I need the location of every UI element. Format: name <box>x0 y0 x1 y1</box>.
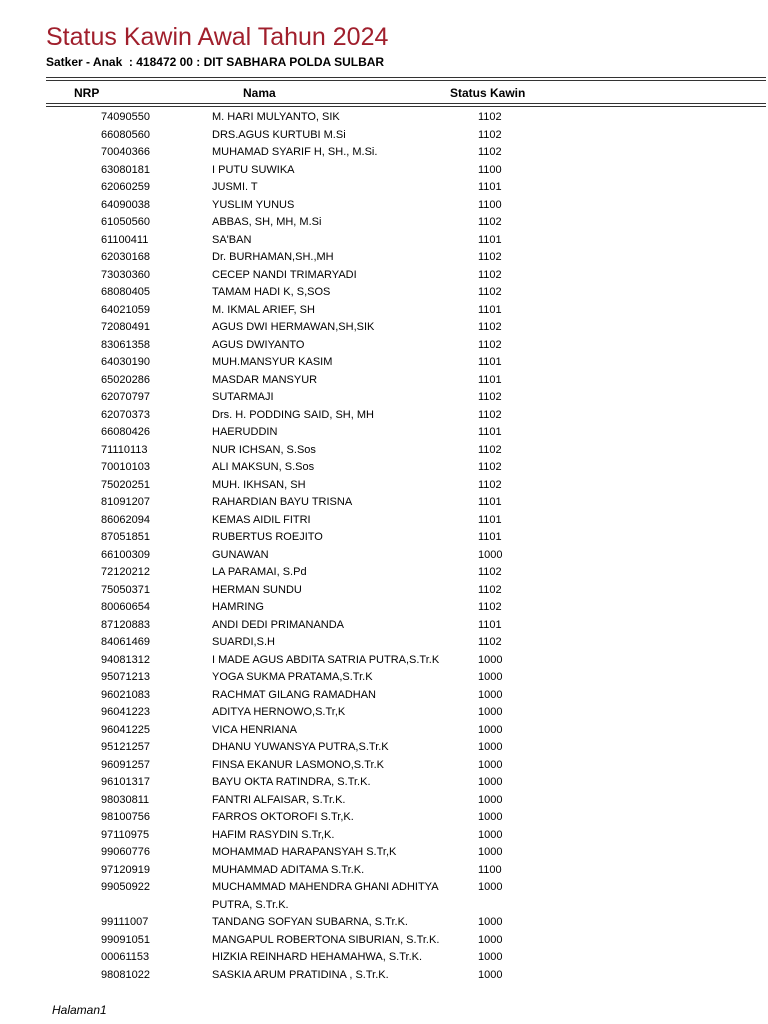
cell-nrp: 99060776 <box>101 846 150 858</box>
cell-status-kawin: 1000 <box>478 881 503 893</box>
cell-nrp: 97110975 <box>101 828 150 841</box>
table-row <box>0 879 768 914</box>
cell-nama: HERMAN SUNDU <box>212 583 302 596</box>
cell-nrp: 71110113 <box>101 443 148 456</box>
cell-nama: YOGA SUKMA PRATAMA,S.Tr.K <box>212 671 373 683</box>
cell-status-kawin: 1100 <box>478 163 502 176</box>
cell-nama: HAMRING <box>212 601 264 613</box>
cell-nama: FINSA EKANUR LASMONO,S.Tr.K <box>212 758 384 771</box>
cell-status-kawin: 1102 <box>478 391 502 403</box>
cell-status-kawin: 1000 <box>478 653 503 666</box>
cell-status-kawin: 1102 <box>478 601 502 613</box>
cell-nrp: 96041225 <box>101 723 150 736</box>
table-row <box>0 757 768 775</box>
cell-status-kawin: 1000 <box>478 951 503 963</box>
table-row <box>0 617 768 635</box>
cell-nrp: 86062094 <box>101 513 150 526</box>
cell-nama: I MADE AGUS ABDITA SATRIA PUTRA,S.Tr.K <box>212 653 440 666</box>
cell-nama: I PUTU SUWIKA <box>212 163 295 176</box>
table-row <box>0 127 768 145</box>
cell-nama: RACHMAT GILANG RAMADHAN <box>212 688 377 701</box>
table-row <box>0 844 768 862</box>
cell-nama: AGUS DWIYANTO <box>212 338 305 351</box>
table-row <box>0 267 768 285</box>
cell-nama: FANTRI ALFAISAR, S.Tr.K. <box>212 793 346 806</box>
table-row <box>0 477 768 495</box>
cell-status-kawin: 1102 <box>478 408 502 421</box>
cell-nrp: 61100411 <box>101 233 149 246</box>
table-row <box>0 827 768 845</box>
cell-nama: HAFIM RASYDIN S.Tr,K. <box>212 828 335 841</box>
table-row <box>0 424 768 442</box>
table-row <box>0 389 768 407</box>
cell-status-kawin: 1000 <box>478 828 503 841</box>
cell-nrp: 73030360 <box>101 268 150 281</box>
cell-nama: RAHARDIAN BAYU TRISNA <box>212 496 353 508</box>
cell-nrp: 72120212 <box>101 566 150 578</box>
table-row <box>0 914 768 932</box>
table-row <box>0 669 768 687</box>
cell-nrp: 66100309 <box>101 548 150 561</box>
table-row <box>0 547 768 565</box>
cell-nama: KEMAS AIDIL FITRI <box>212 513 311 526</box>
cell-nrp: 96041223 <box>101 706 150 718</box>
cell-nama: HAERUDDIN <box>212 426 278 438</box>
cell-nrp: 96101317 <box>101 776 150 788</box>
table-row <box>0 582 768 600</box>
cell-nama: Drs. H. PODDING SAID, SH, MH <box>212 408 374 421</box>
cell-nama: ABBAS, SH, MH, M.Si <box>212 216 322 228</box>
table-row <box>0 354 768 372</box>
cell-nrp: 64021059 <box>101 303 150 316</box>
cell-status-kawin: 1102 <box>478 111 502 123</box>
cell-status-kawin: 1000 <box>478 758 503 771</box>
cell-status-kawin: 1102 <box>478 321 502 333</box>
cell-nrp: 75020251 <box>101 478 150 491</box>
cell-status-kawin: 1102 <box>478 268 502 281</box>
cell-nama: DRS.AGUS KURTUBI M.Si <box>212 128 346 141</box>
cell-nama: HIZKIA REINHARD HEHAMAHWA, S.Tr.K. <box>212 951 423 963</box>
table-row <box>0 792 768 810</box>
cell-nama: SA'BAN <box>212 233 252 246</box>
cell-nrp: 98030811 <box>101 793 150 806</box>
table-row <box>0 249 768 267</box>
cell-status-kawin: 1101 <box>478 373 502 386</box>
cell-status-kawin: 1102 <box>478 443 502 456</box>
cell-status-kawin: 1101 <box>478 303 502 316</box>
cell-nama: ADITYA HERNOWO,S.Tr,K <box>212 706 346 718</box>
cell-nama: SUTARMAJI <box>212 391 274 403</box>
cell-nrp: 98081022 <box>101 968 150 981</box>
cell-status-kawin: 1101 <box>478 426 502 438</box>
cell-nrp: 63080181 <box>101 163 150 176</box>
cell-status-kawin: 1102 <box>478 566 502 578</box>
cell-nama: VICA HENRIANA <box>212 723 297 736</box>
cell-nama: YUSLIM YUNUS <box>212 198 295 211</box>
header-bottom-rule-double <box>46 106 766 107</box>
table-row <box>0 197 768 215</box>
table-row <box>0 722 768 740</box>
cell-status-kawin: 1101 <box>478 181 502 193</box>
cell-nrp: 80060654 <box>101 601 150 613</box>
cell-status-kawin: 1000 <box>478 671 503 683</box>
cell-nrp: 99050922 <box>101 881 150 893</box>
cell-nama: AGUS DWI HERMAWAN,SH,SIK <box>212 321 375 333</box>
cell-nama: MUH. IKHSAN, SH <box>212 478 306 491</box>
cell-status-kawin: 1000 <box>478 723 503 736</box>
cell-nrp: 66080426 <box>101 426 150 438</box>
cell-status-kawin: 1102 <box>478 583 502 596</box>
table-row <box>0 774 768 792</box>
cell-nrp: 95071213 <box>101 671 150 683</box>
table-row <box>0 704 768 722</box>
table-row <box>0 214 768 232</box>
cell-status-kawin: 1100 <box>478 198 502 211</box>
cell-nama: MUCHAMMAD MAHENDRA GHANI ADHITYA PUTRA, S.Tr.K. <box>212 881 438 911</box>
cell-nama: LA PARAMAI, S.Pd <box>212 566 307 578</box>
cell-status-kawin: 1102 <box>478 128 502 141</box>
cell-status-kawin: 1000 <box>478 688 503 701</box>
cell-nrp: 68080405 <box>101 286 150 298</box>
cell-nrp: 99111007 <box>101 916 149 928</box>
table-row <box>0 179 768 197</box>
cell-nama: Dr. BURHAMAN,SH.,MH <box>212 251 334 263</box>
cell-nrp: 95121257 <box>101 741 150 753</box>
table-row <box>0 494 768 512</box>
cell-nama: DHANU YUWANSYA PUTRA,S.Tr.K <box>212 741 389 753</box>
cell-nrp: 99091051 <box>101 933 150 946</box>
table-row <box>0 284 768 302</box>
cell-nrp: 70040366 <box>101 146 150 158</box>
cell-nama: M. IKMAL ARIEF, SH <box>212 303 315 316</box>
cell-nama: MASDAR MANSYUR <box>212 373 318 386</box>
cell-nama: MOHAMMAD HARAPANSYAH S.Tr,K <box>212 846 397 858</box>
cell-nrp: 72080491 <box>101 321 150 333</box>
cell-nama: BAYU OKTA RATINDRA, S.Tr.K. <box>212 776 371 788</box>
cell-status-kawin: 1101 <box>478 513 502 526</box>
cell-nrp: 66080560 <box>101 128 150 141</box>
cell-nama: GUNAWAN <box>212 548 269 561</box>
cell-nama: M. HARI MULYANTO, SIK <box>212 111 340 123</box>
column-header-nrp: NRP <box>74 86 100 100</box>
cell-status-kawin: 1102 <box>478 216 502 228</box>
cell-nrp: 61050560 <box>101 216 150 228</box>
table-row <box>0 109 768 127</box>
cell-status-kawin: 1102 <box>478 478 502 491</box>
table-row <box>0 739 768 757</box>
cell-nama: FARROS OKTOROFI S.Tr,K. <box>212 811 354 823</box>
table-row <box>0 599 768 617</box>
table-row <box>0 319 768 337</box>
table-row <box>0 652 768 670</box>
cell-status-kawin: 1000 <box>478 548 503 561</box>
cell-nrp: 64030190 <box>101 356 150 368</box>
cell-status-kawin: 1000 <box>478 933 503 946</box>
cell-nrp: 83061358 <box>101 338 150 351</box>
cell-nrp: 64090038 <box>101 198 150 211</box>
cell-nama: MUHAMAD SYARIF H, SH., M.Si. <box>212 146 378 158</box>
cell-status-kawin: 1101 <box>478 531 502 543</box>
cell-status-kawin: 1102 <box>478 286 502 298</box>
cell-nama: MUHAMMAD ADITAMA S.Tr.K. <box>212 863 365 876</box>
cell-status-kawin: 1000 <box>478 968 503 981</box>
cell-nama: NUR ICHSAN, S.Sos <box>212 443 316 456</box>
header-top-rule-double <box>46 80 766 81</box>
table-row <box>0 459 768 477</box>
cell-nrp: 81091207 <box>101 496 150 508</box>
cell-nama: CECEP NANDI TRIMARYADI <box>212 268 357 281</box>
cell-status-kawin: 1100 <box>478 863 502 876</box>
table-row <box>0 932 768 950</box>
table-row <box>0 442 768 460</box>
table-row <box>0 687 768 705</box>
table-row <box>0 407 768 425</box>
cell-nrp: 98100756 <box>101 811 150 823</box>
table-row <box>0 949 768 967</box>
cell-status-kawin: 1000 <box>478 916 503 928</box>
cell-status-kawin: 1000 <box>478 846 503 858</box>
cell-status-kawin: 1102 <box>478 338 502 351</box>
table-row <box>0 634 768 652</box>
cell-nrp: 75050371 <box>101 583 150 596</box>
header-top-rule <box>46 77 766 78</box>
table-row <box>0 967 768 985</box>
table-row <box>0 529 768 547</box>
table-row <box>0 809 768 827</box>
cell-nama: ALI MAKSUN, S.Sos <box>212 461 315 473</box>
cell-nama: ANDI DEDI PRIMANANDA <box>212 618 345 631</box>
cell-nrp: 62030168 <box>101 251 150 263</box>
cell-nrp: 96091257 <box>101 758 150 771</box>
cell-status-kawin: 1102 <box>478 461 502 473</box>
cell-nrp: 62070373 <box>101 408 150 421</box>
cell-nrp: 94081312 <box>101 653 150 666</box>
table-row <box>0 862 768 880</box>
table-row <box>0 512 768 530</box>
column-header-nama: Nama <box>243 86 276 100</box>
table-row <box>0 337 768 355</box>
cell-nrp: 62070797 <box>101 391 150 403</box>
cell-status-kawin: 1000 <box>478 793 503 806</box>
cell-status-kawin: 1101 <box>478 356 502 368</box>
cell-status-kawin: 1101 <box>478 233 502 246</box>
cell-status-kawin: 1102 <box>478 146 502 158</box>
cell-status-kawin: 1102 <box>478 636 502 648</box>
cell-status-kawin: 1102 <box>478 251 502 263</box>
cell-status-kawin: 1000 <box>478 776 503 788</box>
table-row <box>0 564 768 582</box>
cell-nrp: 87051851 <box>101 531 150 543</box>
cell-nrp: 97120919 <box>101 863 150 876</box>
table-row <box>0 144 768 162</box>
cell-status-kawin: 1000 <box>478 741 503 753</box>
header-bottom-rule <box>46 103 766 104</box>
column-header-status-kawin: Status Kawin <box>450 86 526 100</box>
cell-nama: TAMAM HADI K, S,SOS <box>212 286 331 298</box>
cell-nama: SASKIA ARUM PRATIDINA , S.Tr.K. <box>212 968 389 981</box>
cell-status-kawin: 1000 <box>478 811 503 823</box>
cell-nrp: 62060259 <box>101 181 150 193</box>
table-row <box>0 302 768 320</box>
cell-nama: MANGAPUL ROBERTONA SIBURIAN, S.Tr.K. <box>212 933 440 946</box>
table-row <box>0 372 768 390</box>
personnel-table-body <box>0 109 768 984</box>
cell-status-kawin: 1101 <box>478 496 502 508</box>
cell-nrp: 00061153 <box>101 951 150 963</box>
cell-nama: TANDANG SOFYAN SUBARNA, S.Tr.K. <box>212 916 408 928</box>
cell-nama: MUH.MANSYUR KASIM <box>212 356 333 368</box>
cell-nrp: 87120883 <box>101 618 150 631</box>
cell-nrp: 96021083 <box>101 688 150 701</box>
cell-nama: JUSMI. T <box>212 181 258 193</box>
cell-status-kawin: 1000 <box>478 706 503 718</box>
page-footer: Halaman1 <box>52 1003 107 1017</box>
cell-nama: SUARDI,S.H <box>212 636 275 648</box>
table-row <box>0 232 768 250</box>
table-row <box>0 162 768 180</box>
cell-nrp: 84061469 <box>101 636 150 648</box>
cell-nrp: 74090550 <box>101 111 150 123</box>
cell-nama: RUBERTUS ROEJITO <box>212 531 323 543</box>
report-title: Status Kawin Awal Tahun 2024 <box>46 23 389 51</box>
report-subtitle: Satker - Anak : 418472 00 : DIT SABHARA POLDA SULBAR <box>46 55 385 69</box>
cell-nrp: 65020286 <box>101 373 150 386</box>
cell-status-kawin: 1101 <box>478 618 502 631</box>
cell-nrp: 70010103 <box>101 461 150 473</box>
